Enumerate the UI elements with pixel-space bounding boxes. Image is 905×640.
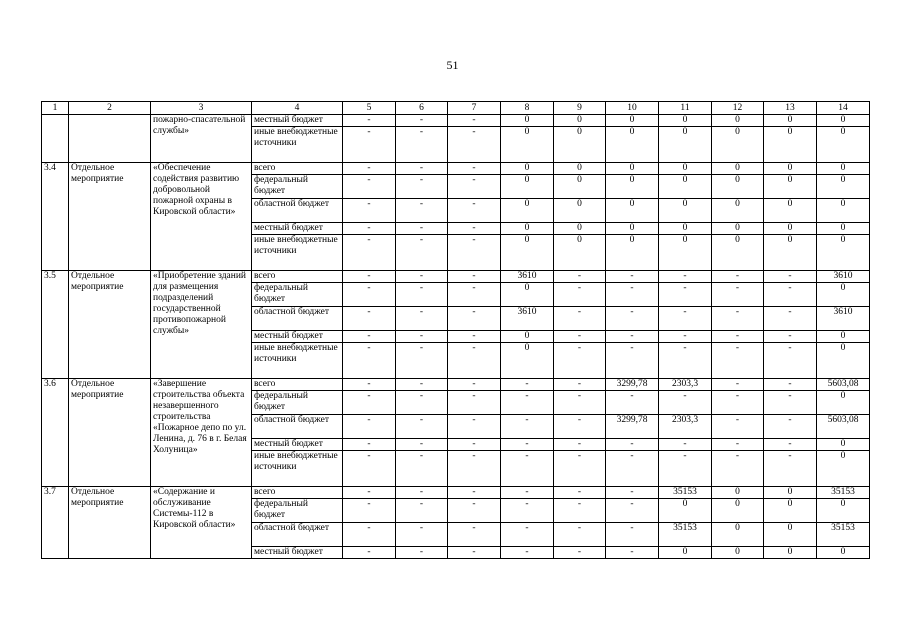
value-cell: - [396,271,448,283]
value-cell: - [606,391,659,415]
value-cell: 0 [554,235,606,271]
value-cell: - [396,331,448,343]
value-cell: - [343,331,396,343]
value-cell: - [396,499,448,523]
value-cell: - [343,391,396,415]
value-cell: - [764,307,817,331]
value-cell: - [606,523,659,547]
value-cell: - [448,235,501,271]
value-cell: 2303,3 [659,415,712,439]
value-cell: 0 [817,499,870,523]
value-cell: 0 [501,163,554,175]
value-cell: - [501,547,554,559]
value-cell: - [659,343,712,379]
value-cell: 0 [817,223,870,235]
funding-source: местный бюджет [252,223,343,235]
value-cell: 0 [659,223,712,235]
value-cell: 3610 [817,271,870,283]
column-header: 5 [343,102,396,115]
funding-source: федеральный бюджет [252,391,343,415]
value-cell: - [659,451,712,487]
value-cell: - [554,379,606,391]
value-cell: - [659,439,712,451]
funding-source: иные внебюджетные источники [252,127,343,163]
value-cell: - [764,271,817,283]
value-cell: 0 [712,487,764,499]
value-cell: 0 [554,199,606,223]
value-cell: 0 [659,163,712,175]
value-cell: - [396,235,448,271]
value-cell: 0 [817,343,870,379]
value-cell: - [712,391,764,415]
column-header: 14 [817,102,870,115]
value-cell: 0 [817,235,870,271]
table-row [42,487,870,499]
value-cell: - [343,439,396,451]
value-cell: - [343,307,396,331]
value-cell: - [606,439,659,451]
value-cell: - [448,343,501,379]
value-cell: - [554,439,606,451]
value-cell: - [554,283,606,307]
value-cell: 0 [764,547,817,559]
value-cell: - [764,379,817,391]
value-cell: - [606,343,659,379]
value-cell: 35153 [659,487,712,499]
value-cell: 0 [712,547,764,559]
value-cell: - [448,175,501,199]
value-cell: - [396,343,448,379]
value-cell: - [606,331,659,343]
value-cell: 0 [606,115,659,127]
value-cell: - [554,391,606,415]
value-cell: 5603,08 [817,379,870,391]
value-cell: - [712,331,764,343]
value-cell: - [396,487,448,499]
value-cell: - [448,391,501,415]
value-cell: 0 [712,523,764,547]
value-cell: - [501,487,554,499]
value-cell: 0 [554,223,606,235]
column-header: 1 [42,102,69,115]
value-cell: - [606,283,659,307]
value-cell: 5603,08 [817,415,870,439]
value-cell: 3299,78 [606,379,659,391]
value-cell: - [343,115,396,127]
column-header: 9 [554,102,606,115]
value-cell: 0 [606,223,659,235]
value-cell: - [554,487,606,499]
value-cell: - [501,451,554,487]
value-cell: - [448,127,501,163]
column-header: 8 [501,102,554,115]
value-cell: - [712,439,764,451]
value-cell: 0 [817,331,870,343]
value-cell: - [712,379,764,391]
measure-type: Отдельное мероприятие [69,379,151,487]
page-number: 51 [446,58,459,72]
value-cell: - [396,439,448,451]
value-cell: - [448,487,501,499]
value-cell: 0 [817,199,870,223]
measure-number-cell [42,115,69,163]
value-cell: 0 [659,127,712,163]
column-header: 2 [69,102,151,115]
value-cell: 0 [659,199,712,223]
measure-type: Отдельное мероприятие [69,163,151,271]
value-cell: - [343,523,396,547]
value-cell: 0 [606,163,659,175]
value-cell: 0 [817,547,870,559]
value-cell: 0 [712,499,764,523]
measure-type: Отдельное мероприятие [69,487,151,559]
value-cell: 0 [501,283,554,307]
value-cell: 0 [712,127,764,163]
value-cell: - [659,391,712,415]
value-cell: - [448,379,501,391]
value-cell: - [343,175,396,199]
funding-source: местный бюджет [252,331,343,343]
funding-source: всего [252,271,343,283]
value-cell: 0 [817,451,870,487]
value-cell: 0 [712,235,764,271]
value-cell: 0 [501,223,554,235]
value-cell: - [712,283,764,307]
value-cell: - [343,343,396,379]
value-cell: 0 [712,115,764,127]
value-cell: 3610 [501,307,554,331]
value-cell: 0 [764,499,817,523]
funding-source: всего [252,487,343,499]
value-cell: - [343,547,396,559]
value-cell: 0 [606,235,659,271]
value-cell: - [501,415,554,439]
value-cell: - [501,523,554,547]
value-cell: 0 [712,163,764,175]
measure-type: Отдельное мероприятие [69,271,151,379]
value-cell: - [396,115,448,127]
value-cell: - [554,343,606,379]
column-header: 3 [151,102,252,115]
value-cell: - [448,499,501,523]
value-cell: - [606,499,659,523]
value-cell: - [659,283,712,307]
value-cell: - [448,271,501,283]
value-cell: - [606,271,659,283]
value-cell: - [396,391,448,415]
value-cell: - [554,547,606,559]
value-cell: 0 [554,163,606,175]
value-cell: - [554,499,606,523]
value-cell: - [396,223,448,235]
value-cell: 0 [659,175,712,199]
value-cell: - [448,547,501,559]
value-cell: - [448,283,501,307]
table-body [42,102,870,559]
table-row [42,271,870,283]
value-cell: 3610 [817,307,870,331]
value-cell: 0 [817,127,870,163]
value-cell: - [554,271,606,283]
value-cell: 0 [501,115,554,127]
value-cell: - [343,487,396,499]
value-cell: - [396,523,448,547]
value-cell: 0 [712,199,764,223]
measure-number: 3.6 [42,379,69,487]
measure-name: «Приобретение зданий для размещения подразделений государственной противопожарной службы» [151,271,252,379]
value-cell: 35153 [817,523,870,547]
value-cell: - [448,307,501,331]
value-cell: 0 [764,199,817,223]
value-cell: - [764,391,817,415]
column-header: 11 [659,102,712,115]
measure-type-cell [69,115,151,163]
value-cell: - [448,331,501,343]
value-cell: - [343,163,396,175]
value-cell: - [448,439,501,451]
value-cell: 3299,78 [606,415,659,439]
value-cell: - [764,283,817,307]
funding-source: федеральный бюджет [252,283,343,307]
value-cell: 0 [606,199,659,223]
value-cell: - [343,271,396,283]
funding-source: областной бюджет [252,307,343,331]
value-cell: - [396,163,448,175]
value-cell: - [396,379,448,391]
table-row [42,379,870,391]
value-cell: - [606,451,659,487]
column-header: 6 [396,102,448,115]
measure-name: «Содержание и обслуживание Системы-112 в Кировской области» [151,487,252,559]
value-cell: - [659,271,712,283]
value-cell: - [396,175,448,199]
value-cell: 0 [501,331,554,343]
column-header: 12 [712,102,764,115]
value-cell: - [554,451,606,487]
value-cell: - [396,199,448,223]
value-cell: 0 [554,115,606,127]
value-cell: - [659,331,712,343]
value-cell: 0 [606,127,659,163]
funding-source: федеральный бюджет [252,175,343,199]
value-cell: 3610 [501,271,554,283]
value-cell: - [606,307,659,331]
value-cell: 0 [764,115,817,127]
value-cell: - [554,523,606,547]
value-cell: - [343,451,396,487]
value-cell: - [712,307,764,331]
value-cell: 0 [659,115,712,127]
value-cell: 0 [764,163,817,175]
value-cell: - [764,415,817,439]
value-cell: - [343,127,396,163]
measure-name: «Завершение строительства объекта незавершенного строительства «Пожарное депо по ул. Ленина, д. 76 в г. Белая Холуница» [151,379,252,487]
value-cell: - [554,307,606,331]
value-cell: 35153 [817,487,870,499]
value-cell: 0 [817,391,870,415]
value-cell: - [448,223,501,235]
value-cell: - [448,163,501,175]
value-cell: - [343,235,396,271]
value-cell: - [554,415,606,439]
value-cell: - [764,343,817,379]
measure-number: 3.4 [42,163,69,271]
header-row [42,102,870,115]
funding-source: всего [252,379,343,391]
value-cell: - [343,499,396,523]
value-cell: - [606,547,659,559]
value-cell: 0 [501,175,554,199]
value-cell: 0 [659,499,712,523]
value-cell: 0 [606,175,659,199]
measure-name: пожарно-спасательной службы» [151,115,252,163]
value-cell: 0 [817,439,870,451]
value-cell: 0 [817,283,870,307]
funding-source: областной бюджет [252,199,343,223]
column-header: 7 [448,102,501,115]
value-cell: - [396,415,448,439]
value-cell: 35153 [659,523,712,547]
value-cell: - [396,283,448,307]
value-cell: 0 [554,175,606,199]
table-row [42,115,870,127]
value-cell: 0 [712,223,764,235]
value-cell: 0 [659,547,712,559]
funding-source: областной бюджет [252,415,343,439]
budget-table [41,101,870,559]
value-cell: - [343,199,396,223]
value-cell: - [712,271,764,283]
value-cell: 0 [764,175,817,199]
table-row [42,163,870,175]
value-cell: 0 [659,235,712,271]
value-cell: - [501,439,554,451]
value-cell: 0 [764,523,817,547]
value-cell: - [606,487,659,499]
value-cell: 0 [764,235,817,271]
value-cell: - [764,439,817,451]
funding-source: всего [252,163,343,175]
value-cell: - [448,451,501,487]
value-cell: - [396,127,448,163]
value-cell: - [764,331,817,343]
value-cell: - [659,307,712,331]
value-cell: - [712,343,764,379]
value-cell: 0 [501,343,554,379]
funding-source: областной бюджет [252,523,343,547]
value-cell: - [343,415,396,439]
value-cell: - [448,115,501,127]
value-cell: 0 [501,199,554,223]
value-cell: - [343,283,396,307]
value-cell: - [554,331,606,343]
measure-number: 3.5 [42,271,69,379]
column-header: 4 [252,102,343,115]
value-cell: 0 [764,487,817,499]
value-cell: - [712,415,764,439]
value-cell: 2303,3 [659,379,712,391]
value-cell: - [396,307,448,331]
value-cell: - [712,451,764,487]
measure-number: 3.7 [42,487,69,559]
value-cell: - [343,223,396,235]
value-cell: 0 [764,127,817,163]
value-cell: - [396,547,448,559]
funding-source: иные внебюджетные источники [252,235,343,271]
funding-source: иные внебюджетные источники [252,451,343,487]
funding-source: иные внебюджетные источники [252,343,343,379]
funding-source: местный бюджет [252,439,343,451]
value-cell: - [501,391,554,415]
funding-source: местный бюджет [252,115,343,127]
value-cell: - [448,199,501,223]
value-cell: 0 [764,223,817,235]
value-cell: 0 [817,175,870,199]
value-cell: - [448,523,501,547]
funding-source: федеральный бюджет [252,499,343,523]
value-cell: 0 [817,163,870,175]
value-cell: - [501,379,554,391]
value-cell: 0 [712,175,764,199]
column-header: 10 [606,102,659,115]
value-cell: 0 [817,115,870,127]
measure-name: «Обеспечение содействия развитию добровольной пожарной охраны в Кировской области» [151,163,252,271]
value-cell: - [764,451,817,487]
column-header: 13 [764,102,817,115]
value-cell: - [448,415,501,439]
value-cell: 0 [501,235,554,271]
value-cell: - [396,451,448,487]
value-cell: 0 [554,127,606,163]
value-cell: - [343,379,396,391]
value-cell: - [501,499,554,523]
value-cell: 0 [501,127,554,163]
funding-source: местный бюджет [252,547,343,559]
